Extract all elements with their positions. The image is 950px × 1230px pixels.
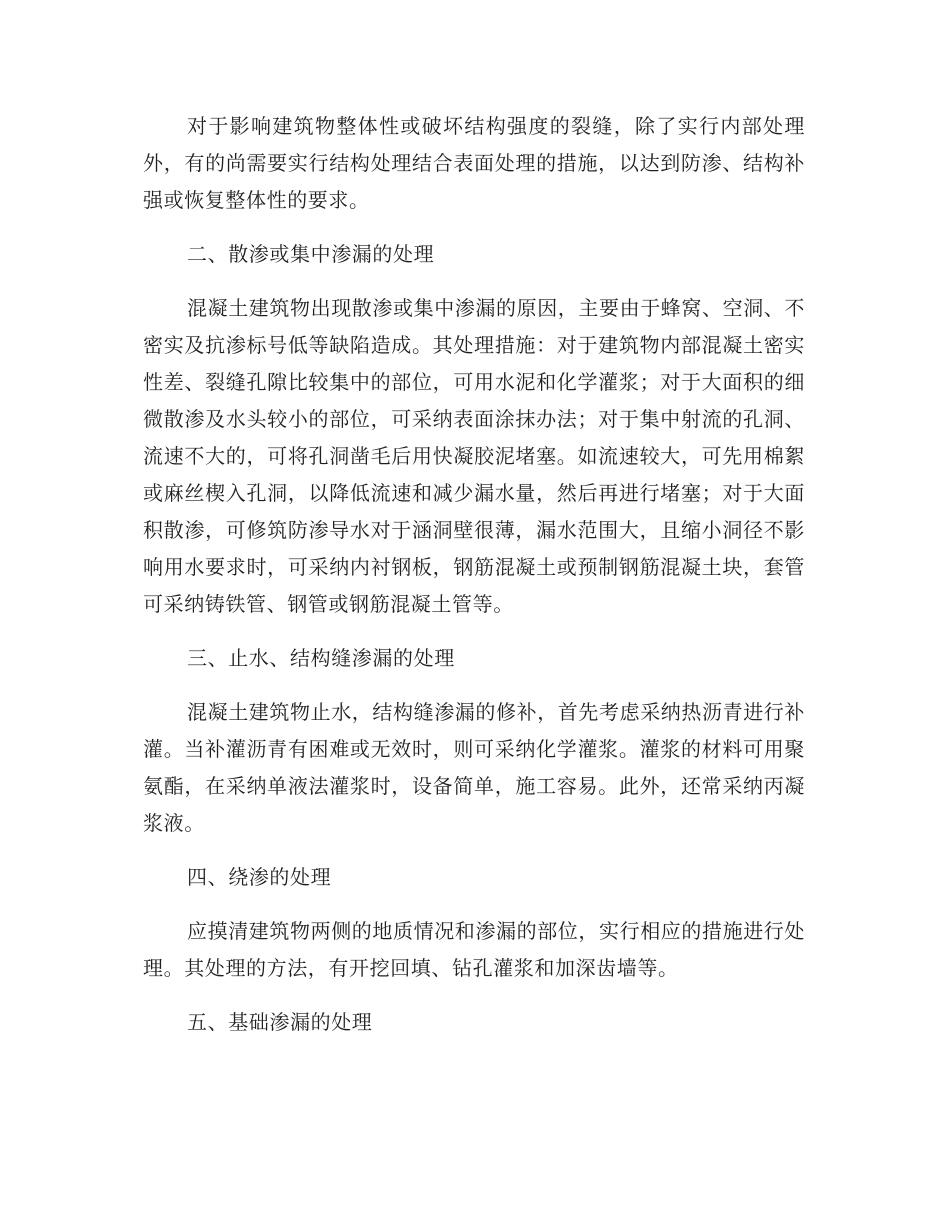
- section-heading-4: 四、绕渗的处理: [187, 865, 332, 889]
- paragraph-joint-leak-repair: 混凝土建筑物止水，结构缝渗漏的修补，首先考虑采纳热沥青进行补灌。当补灌沥青有困难或无效时，则可采纳化学灌浆。灌浆的材料可用聚氨酯，在采纳单液法灌浆时，设备简单，施工容易。此外，还常采纳丙凝浆液。: [143, 700, 805, 835]
- paragraph-bypass-seepage: 应摸清建筑物两侧的地质情况和渗漏的部位，实行相应的措施进行处理。其处理的方法，有开挖回填、钻孔灌浆和加深齿墙等。: [143, 919, 805, 980]
- section-heading-5: 五、基础渗漏的处理: [187, 1010, 373, 1034]
- paragraph-seepage-treatment: 混凝土建筑物出现散渗或集中渗漏的原因，主要由于蜂窝、空洞、不密实及抗渗标号低等缺陷造成。其处理措施：对于建筑物内部混凝土密实性差、裂缝孔隙比较集中的部位，可用水泥和化学灌浆；对于大面积的细微散渗及水头较小的部位，可采纳表面涂抹办法；对于集中射流的孔洞、流速不大的，可将孔洞凿毛后用快凝胶泥堵塞。如流速较大，可先用棉絮或麻丝楔入孔洞，以降低流速和减少漏水量，然后再进行堵塞；对于大面积散渗，可修筑防渗导水对于涵洞壁很薄，漏水范围大，且缩小洞径不影响用水要求时，可采纳内衬钢板，钢筋混凝土或预制钢筋混凝土块，套管可采纳铸铁管、钢管或钢筋混凝土管等。: [143, 296, 805, 616]
- document-body: [143, 108, 805, 1041]
- section-heading-3: 三、止水、结构缝渗漏的处理: [187, 646, 455, 670]
- paragraph-crack-treatment: 对于影响建筑物整体性或破坏结构强度的裂缝，除了实行内部处理外，有的尚需要实行结构处理结合表面处理的措施，以达到防渗、结构补强或恢复整体性的要求。: [143, 114, 805, 212]
- section-heading-2: 二、散渗或集中渗漏的处理: [187, 242, 435, 266]
